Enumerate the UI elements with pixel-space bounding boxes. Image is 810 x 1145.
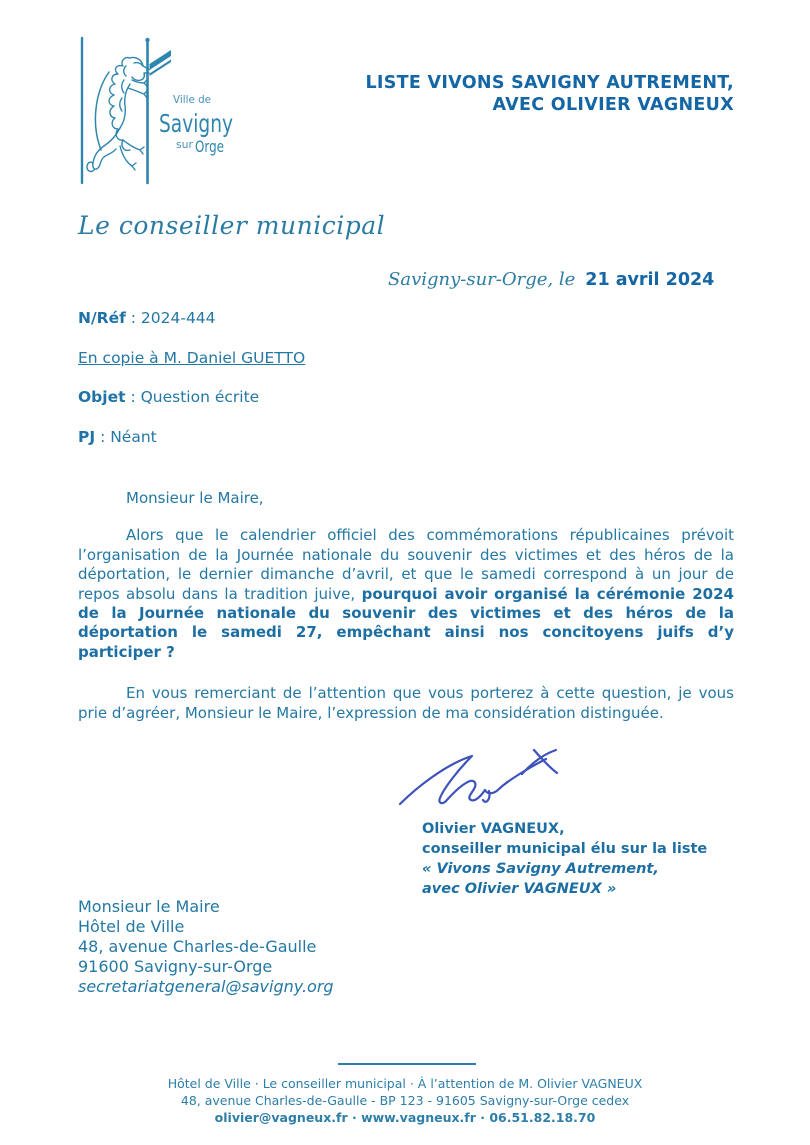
shield-arc — [95, 72, 109, 150]
body-paragraph-1 — [78, 526, 734, 662]
signer-list-line1: « Vivons Savigny Autrement, — [422, 861, 659, 877]
objet-label: Objet — [78, 388, 126, 406]
flagpole-finial — [145, 38, 149, 42]
savigny-logo — [78, 36, 263, 188]
reference-block — [78, 309, 305, 467]
city-logo-icon — [78, 36, 263, 188]
copy-line: En copie à M. Daniel GUETTO — [78, 348, 306, 367]
footer-divider — [338, 1063, 476, 1065]
recipient-block — [78, 897, 334, 997]
sender-title: Le conseiller municipal — [78, 211, 386, 240]
dateline — [388, 269, 714, 290]
signer-name: Olivier VAGNEUX, — [422, 821, 565, 837]
list-header-line1: LISTE VIVONS SAVIGNY AUTREMENT, — [365, 73, 734, 93]
letter-body — [78, 489, 734, 742]
logo-text-ville-de: Ville de — [173, 94, 211, 106]
paragraph1-bold-question: pourquoi avoir organisé la cérémonie 2024 de la Journée nationale du souvenir des victimes et des héros de la déportation le samedi 27, empêchant ainsi nos concitoyens juifs d’y participer ? — [78, 584, 734, 661]
handwritten-signature — [394, 744, 572, 818]
body-paragraph-2: En vous remerciant de l’attention que vous porterez à cette question, je vous prie d’agréer, Monsieur le Maire, l’expression de ma considération distinguée. — [78, 684, 734, 722]
list-header — [365, 72, 734, 116]
recipient-email: secretariatgeneral@savigny.org — [78, 977, 334, 996]
lion-icon — [87, 57, 152, 171]
dateline-place: Savigny-sur-Orge, le — [388, 269, 576, 290]
signer-role: conseiller municipal élu sur la liste — [422, 841, 708, 857]
ref-line-nref — [78, 309, 305, 327]
signature-block — [422, 819, 707, 899]
ref-line-objet — [78, 388, 305, 406]
nref-label: N/Réf — [78, 309, 126, 327]
ref-line-copy — [78, 349, 305, 367]
recipient-line: 91600 Savigny-sur-Orge — [78, 957, 273, 976]
logo-text-sur: sur — [176, 139, 194, 151]
flag-icon — [150, 50, 172, 76]
pj-value: : Néant — [95, 427, 157, 446]
logo-text-orge: Orge — [195, 137, 224, 156]
signer-list-line2: avec Olivier VAGNEUX » — [422, 881, 617, 897]
pj-label: PJ — [78, 427, 96, 446]
signature-icon — [394, 744, 572, 814]
ref-line-pj — [78, 428, 305, 446]
recipient-line: Hôtel de Ville — [78, 917, 185, 936]
objet-value: : Question écrite — [125, 388, 260, 406]
recipient-line: Monsieur le Maire — [78, 897, 220, 916]
dateline-date: 21 avril 2024 — [585, 270, 715, 290]
footer-contacts: olivier@vagneux.fr · www.vagneux.fr · 06.51.82.18.70 — [214, 1109, 596, 1125]
salutation: Monsieur le Maire, — [126, 489, 264, 507]
footer-line2: 48, avenue Charles-de-Gaulle - BP 123 - 91605 Savigny-sur-Orge cedex — [180, 1092, 630, 1108]
logo-text-savigny: Savigny — [159, 109, 234, 138]
list-header-line2: AVEC OLIVIER VAGNEUX — [492, 95, 734, 115]
paragraph1-normal-text: Alors que le calendrier officiel des commémorations républicaines prévoit l’organisation de la Journée nationale du souvenir des victimes et des héros de la déportation, le dernier dimanche d’avril, et que le samedi correspond à un jour de repos absolu dans la tradition juive, — [78, 526, 734, 603]
page-footer — [0, 1076, 810, 1126]
nref-value: : 2024-444 — [125, 309, 216, 327]
footer-line1: Hôtel de Ville · Le conseiller municipal · À l’attention de M. Olivier VAGNEUX — [167, 1076, 643, 1091]
recipient-line: 48, avenue Charles-de-Gaulle — [78, 937, 317, 956]
logo-wordmark — [159, 94, 233, 156]
